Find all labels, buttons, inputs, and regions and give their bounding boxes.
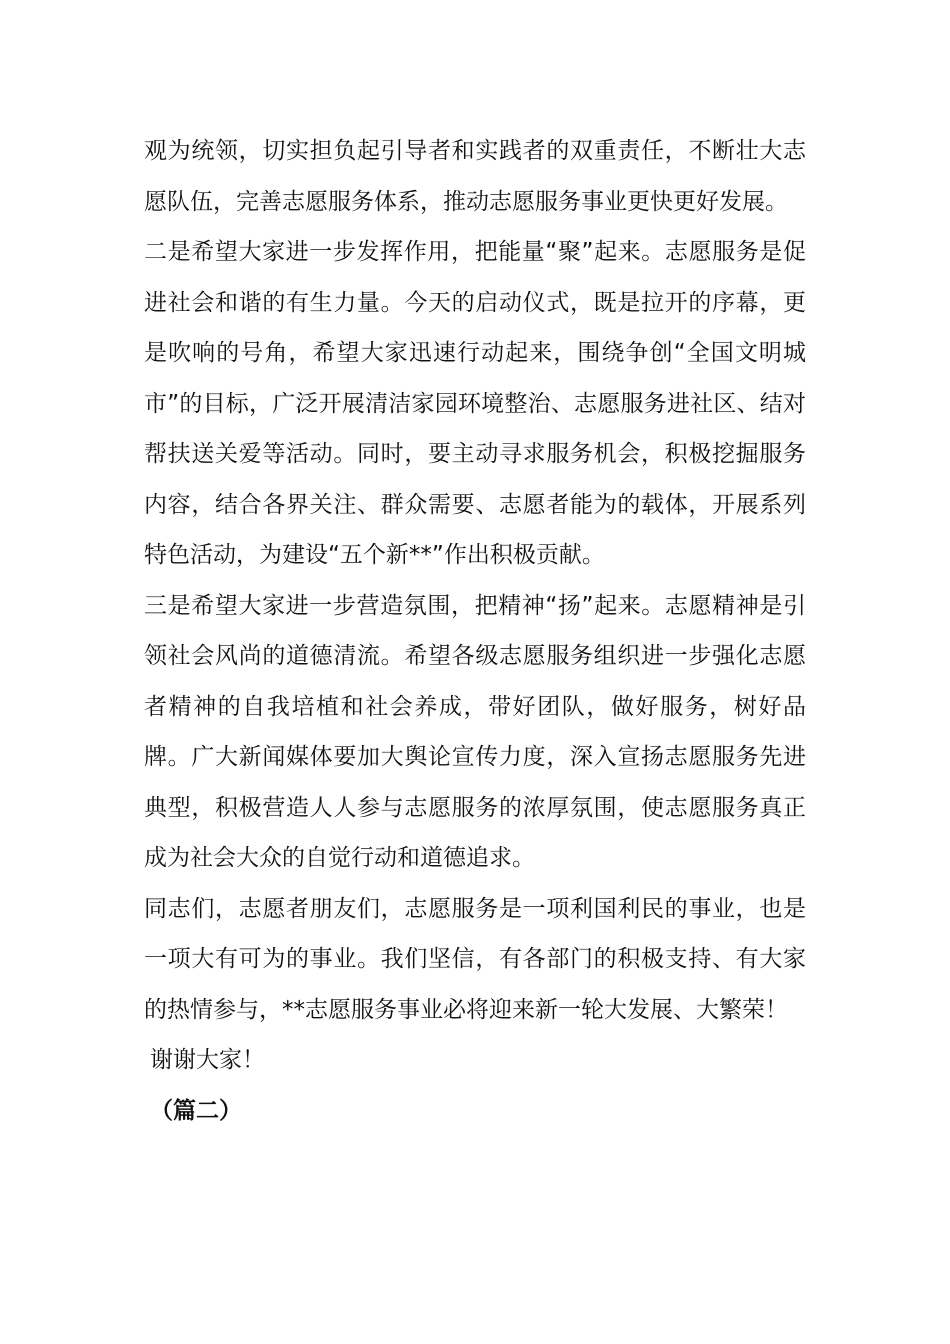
paragraph-2: 二是希望大家进一步发挥作用，把能量“聚”起来。志愿服务是促进社会和谐的有生力量。今天的启动仪式，既是拉开的序幕，更是吹响的号角，希望大家迅速行动起来，围绕争创“全国文明城市”的目标，广泛开展清洁家园环境整治、志愿服务进社区、结对帮扶送关爱等活动。同时，要主动寻求服务机会，积极挖掘服务内容，结合各界关注、群众需要、志愿者能为的载体，开展系列特色活动，为建设“五个新**”作出积极贡献。	[144, 239, 806, 568]
paragraph-4: 同志们，志愿者朋友们，志愿服务是一项利国利民的事业，也是一项大有可为的事业。我们坚信，有各部门的积极支持、有大家的热情参与，**志愿服务事业必将迎来新一轮大发展、大繁荣！	[144, 895, 806, 1023]
document-body	[144, 126, 806, 1136]
section-heading: （篇二）	[150, 1097, 242, 1124]
paragraph-1: 观为统领，切实担负起引导者和实践者的双重责任，不断壮大志愿队伍，完善志愿服务体系，推动志愿服务事业更快更好发展。	[144, 138, 806, 215]
paragraph-3: 三是希望大家进一步营造氛围，把精神“扬”起来。志愿精神是引领社会风尚的道德清流。希望各级志愿服务组织进一步强化志愿者精神的自我培植和社会养成，带好团队，做好服务，树好品牌。广大新闻媒体要加大舆论宣传力度，深入宣扬志愿服务先进典型，积极营造人人参与志愿服务的浓厚氛围，使志愿服务真正成为社会大众的自觉行动和道德追求。	[144, 592, 806, 871]
closing-line: 谢谢大家！	[150, 1047, 265, 1073]
